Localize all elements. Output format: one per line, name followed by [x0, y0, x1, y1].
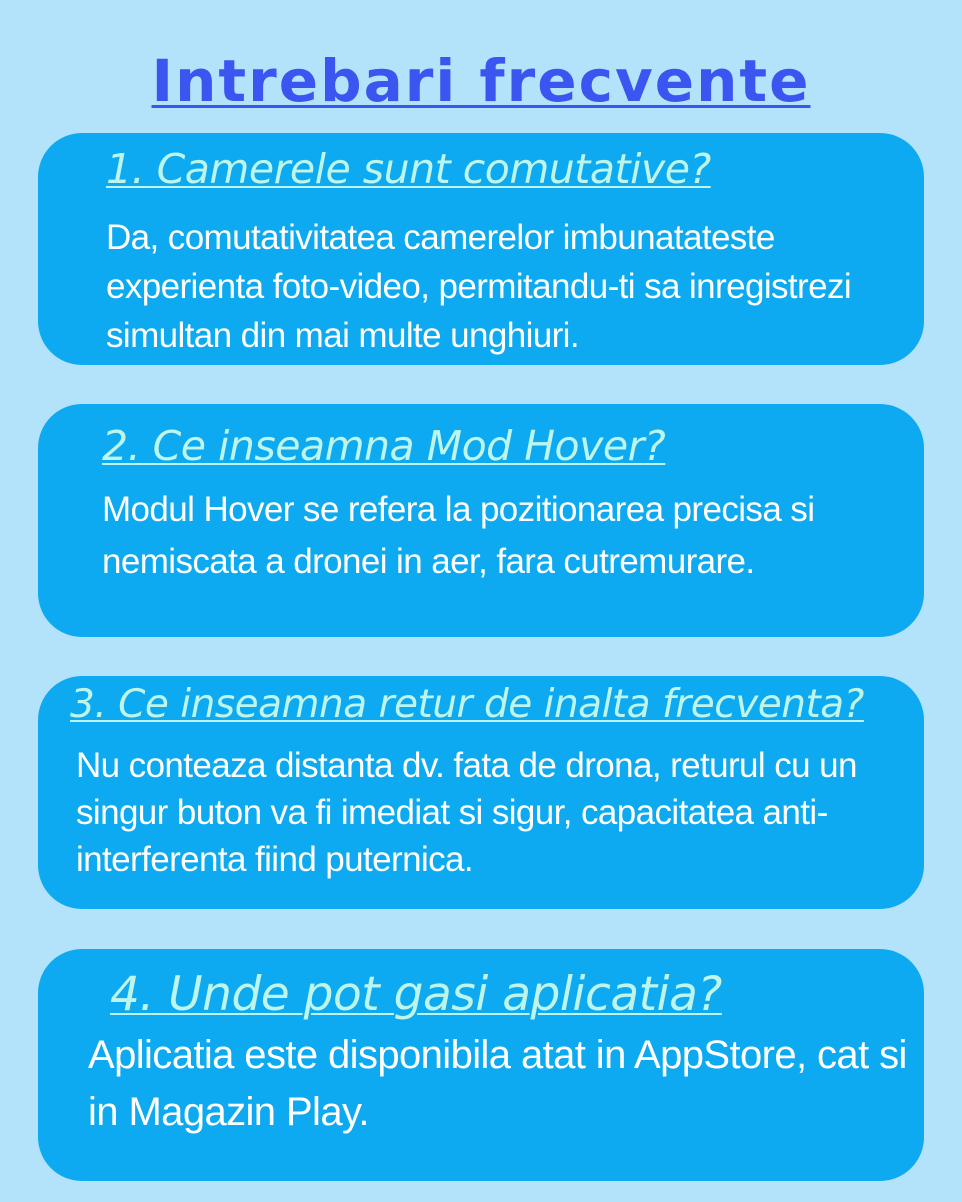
- faq-card-3: [38, 676, 924, 909]
- faq-question-2: 2. Ce inseamna Mod Hover?: [102, 422, 666, 470]
- faq-answer-4: Aplicatia este disponibila atat in AppStore, cat si in Magazin Play.: [88, 1033, 907, 1134]
- page-title: Intrebari frecvente: [151, 47, 811, 115]
- faq-question-4: 4. Unde pot gasi aplicatia?: [110, 967, 722, 1022]
- faq-answer-3: Nu conteaza distanta dv. fata de drona, returul cu un singur buton va fi imediat si sigur, capacitatea anti-interferenta fiind puternica.: [76, 746, 857, 879]
- faq-answer-2: Modul Hover se refera la pozitionarea precisa si nemiscata a dronei in aer, fara cutremurare.: [102, 490, 815, 581]
- faq-question-3: 3. Ce inseamna retur de inalta frecventa?: [70, 682, 864, 727]
- faq-card-1: [38, 133, 924, 365]
- faq-question-1: 1. Camerele sunt comutative?: [106, 145, 711, 193]
- faq-card-4: [38, 949, 924, 1181]
- faq-answer-1: Da, comutativitatea camerelor imbunatateste experienta foto-video, permitandu-ti sa inregistrezi simultan din mai multe unghiuri.: [106, 218, 852, 355]
- faq-card-2: [38, 404, 924, 637]
